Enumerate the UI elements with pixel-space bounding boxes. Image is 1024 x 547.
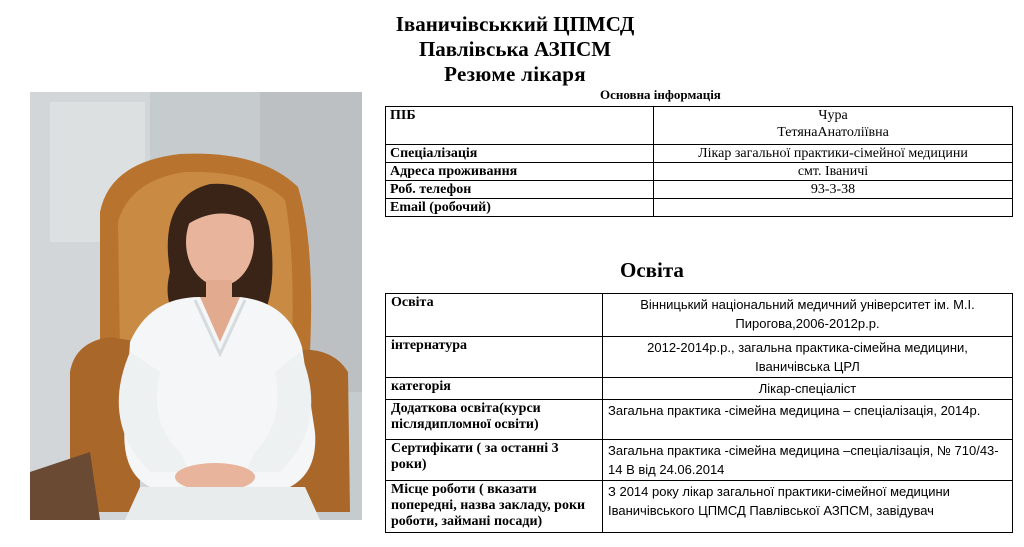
table-row — [386, 145, 1013, 163]
value-phone: 93-3-38 — [654, 181, 1013, 199]
label-workplace: Місце роботи ( вказати попередні, назва закладу, роки роботи, займані посади) — [386, 481, 603, 533]
label-education: Освіта — [386, 294, 603, 337]
value-given-name: ТетянаАнатоліївна — [777, 125, 889, 140]
table-row — [386, 181, 1013, 199]
label-phone: Роб. телефон — [386, 181, 654, 199]
value-address: смт. Іваничі — [654, 163, 1013, 181]
value-workplace: З 2014 року лікар загальної практики-сімейної медицини Іваничівського ЦПМСД Павлівської АЗПСМ, завідувач — [603, 481, 1013, 533]
value-internship: 2012-2014р.р., загальна практика-сімейна медицини, Іваничівська ЦРЛ — [603, 337, 1013, 378]
table-row — [386, 163, 1013, 181]
table-row — [386, 337, 1013, 378]
value-email — [654, 199, 1013, 217]
doctor-portrait-photo-icon — [30, 92, 362, 520]
label-category: категорія — [386, 378, 603, 400]
label-certificates: Сертифікати ( за останні 3 роки) — [386, 440, 603, 481]
value-certificates: Загальна практика -сімейна медицина –спеціалізація, № 710/43-14 В від 24.06.2014 — [603, 440, 1013, 481]
label-email: Email (робочий) — [386, 199, 654, 217]
table-row — [386, 107, 1013, 145]
value-specialization: Лікар загальної практики-сімейної медицини — [654, 145, 1013, 163]
table-row — [386, 481, 1013, 533]
label-additional-education: Додаткова освіта(курси післядипломної освіти) — [386, 400, 603, 440]
label-internship: інтернатура — [386, 337, 603, 378]
page-title: Резюме лікаря — [444, 62, 586, 86]
table-row — [386, 199, 1013, 217]
education-table — [385, 293, 1013, 533]
label-address: Адреса проживання — [386, 163, 654, 181]
table-row — [386, 294, 1013, 337]
document-header — [380, 12, 650, 87]
basic-info-title: Основна інформація — [600, 87, 721, 102]
table-row — [386, 400, 1013, 440]
value-additional-education: Загальна практика -сімейна медицина – спеціалізація, 2014р. — [603, 400, 1013, 440]
value-category: Лікар-спеціаліст — [603, 378, 1013, 400]
table-row — [386, 440, 1013, 481]
table-row — [386, 378, 1013, 400]
doctor-photo — [30, 92, 362, 520]
value-education: Вінницький національний медичний університет ім. М.І. Пирогова,2006-2012р.р. — [603, 294, 1013, 337]
education-title: Освіта — [620, 258, 684, 282]
value-surname: Чура — [818, 108, 848, 123]
label-name: ПІБ — [386, 107, 654, 145]
basic-info-table — [385, 106, 1013, 217]
clinic-name: Іваничівськкий ЦПМСД — [395, 12, 635, 36]
value-name — [654, 107, 1013, 145]
station-name: Павлівська АЗПСМ — [418, 37, 612, 61]
label-specialization: Спеціалізація — [386, 145, 654, 163]
